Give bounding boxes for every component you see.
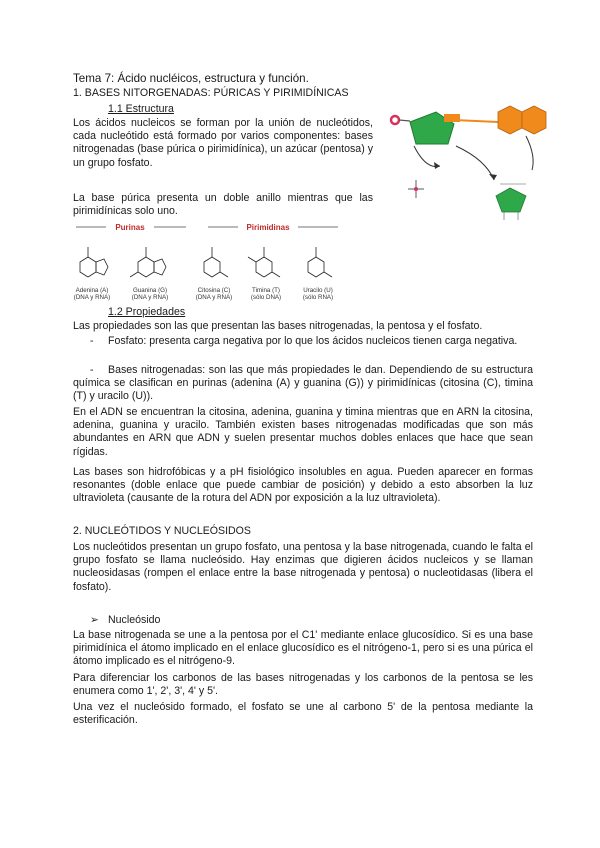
timina-sub: (sólo DNA) xyxy=(250,294,282,301)
base-ring-2 xyxy=(522,106,546,134)
subsection-1-1-heading: 1.1 Estructura xyxy=(108,103,174,115)
document-title: Tema 7: Ácido nucléicos, estructura y función. xyxy=(73,72,309,85)
citosina-sub: (DNA y RNA) xyxy=(195,294,233,301)
uracilo-label: Uracilo (U) xyxy=(303,287,333,294)
section-1-heading: 1. BASES NITORGENADAS: PÚRICAS Y PIRIMIDÍNICAS xyxy=(73,87,349,99)
pirimidinas-label: Pirimidinas xyxy=(246,223,290,232)
hydrophobic-paragraph: Las bases son hidrofóbicas y a pH fisiológico insolubles en agua. Pueden aparecer en formas resonantes (doble enlace que puede cambiar de posición) y debido a esto absorben la luz ultravioleta (causante de la rotura del ADN por exposición a la luz ultravioleta). xyxy=(73,466,533,505)
structure-paragraph: Los ácidos nucleicos se forman por la unión de nucleótidos, cada nucleótido está formado por varios componentes: bases nitrogenadas (base púrica o pirimidínica), un azúcar (pentosa) y un grupo fosfato. xyxy=(73,117,373,169)
section-2-heading: 2. NUCLEÓTIDOS Y NUCLEÓSIDOS xyxy=(73,525,251,537)
adenine-ring-5 xyxy=(96,259,108,275)
thymine-ring xyxy=(256,257,272,277)
esterification-paragraph: Una vez el nucleósido formado, el fosfato se une al carbono 5' de la pentosa mediante la esterificación. xyxy=(73,701,533,727)
adn-arn-paragraph: En el ADN se encuentran la citosina, adenina, guanina y timina mientras que en ARN la citosina, adenina, guanina y uracilo. También existen bases nitrogenadas modificadas que son más abundantes en ARN que ADN y suelen presentar muchos dobles enlaces que hace que sean rígidas. xyxy=(73,406,533,458)
citosina-label: Citosina (C) xyxy=(197,287,231,294)
guanina-sub: (DNA y RNA) xyxy=(131,294,169,301)
uracil-ring xyxy=(308,257,324,277)
bases-bullet: Bases nitrogenadas: son las que más propiedades le dan. Dependiendo de su estructura química se clasifican en purinas (adenina (A) y guanina (G)) y pirimidínicas (citosina (C), timina (T) y uracilo (U)). xyxy=(73,364,533,403)
phosphate-bullet: Fosfato: presenta carga negativa por lo que los ácidos nucleicos tienen carga negativa. xyxy=(108,335,518,347)
adenine-ring-6 xyxy=(80,257,96,277)
timina-label: Timina (T) xyxy=(252,287,280,294)
guanina-label: Guanina (G) xyxy=(132,287,168,294)
properties-intro: Las propiedades son las que presentan las bases nitrogenadas, la pentosa y el fosfato. xyxy=(73,320,483,332)
purine-paragraph: La base púrica presenta un doble anillo mientras que las pirimidínicas solo uno. xyxy=(73,192,373,218)
uracilo-sub: (sólo RNA) xyxy=(302,294,334,301)
pentose-detail xyxy=(496,188,526,212)
nucleoside-heading: Nucleósido xyxy=(108,614,161,626)
bullet-dash: - xyxy=(90,335,94,347)
nucleotides-paragraph: Los nucleótidos presentan un grupo fosfato, una pentosa y la base nitrogenada, cuando le falta el grupo fosfato se llama nucleósido. Hay enzimas que digieren ácidos nucleicos y se llaman nucleosidasas (rompen el enlace entre la base nitrogenada y pentosa) o nucleotidasas (libera el fosfato). xyxy=(73,541,533,593)
base-ring-1 xyxy=(498,106,522,134)
adenina-label: Adenina (A) xyxy=(75,287,109,294)
nitrogenous-bases-figure xyxy=(68,222,364,306)
purinas-label: Purinas xyxy=(115,223,145,232)
bullet-dash: - xyxy=(90,364,94,376)
arrow-bullet-icon: ➢ xyxy=(90,614,99,626)
carbon-numbering-paragraph: Para diferenciar los carbonos de las bases nitrogenadas y los carbonos de la pentosa se les enumera como 1', 2', 3', 4' y 5'. xyxy=(73,672,533,698)
cytosine-ring xyxy=(204,257,220,277)
adenina-sub: (DNA y RNA) xyxy=(73,294,111,301)
guanine-ring-6 xyxy=(138,257,154,277)
guanine-ring-5 xyxy=(154,259,166,275)
phosphate-circle xyxy=(391,116,399,124)
glycosidic-paragraph: La base nitrogenada se une a la pentosa por el C1' mediante enlace glucosídico. Si es una base pirimidínica el átomo implicado en el enlace glucosídico es el nitrógeno-1, pero si es una púrica el átomo implicado es el nitrógeno-9. xyxy=(73,629,533,668)
nucleotide-structure-figure xyxy=(386,100,556,226)
subsection-1-2-heading: 1.2 Propiedades xyxy=(108,306,186,318)
